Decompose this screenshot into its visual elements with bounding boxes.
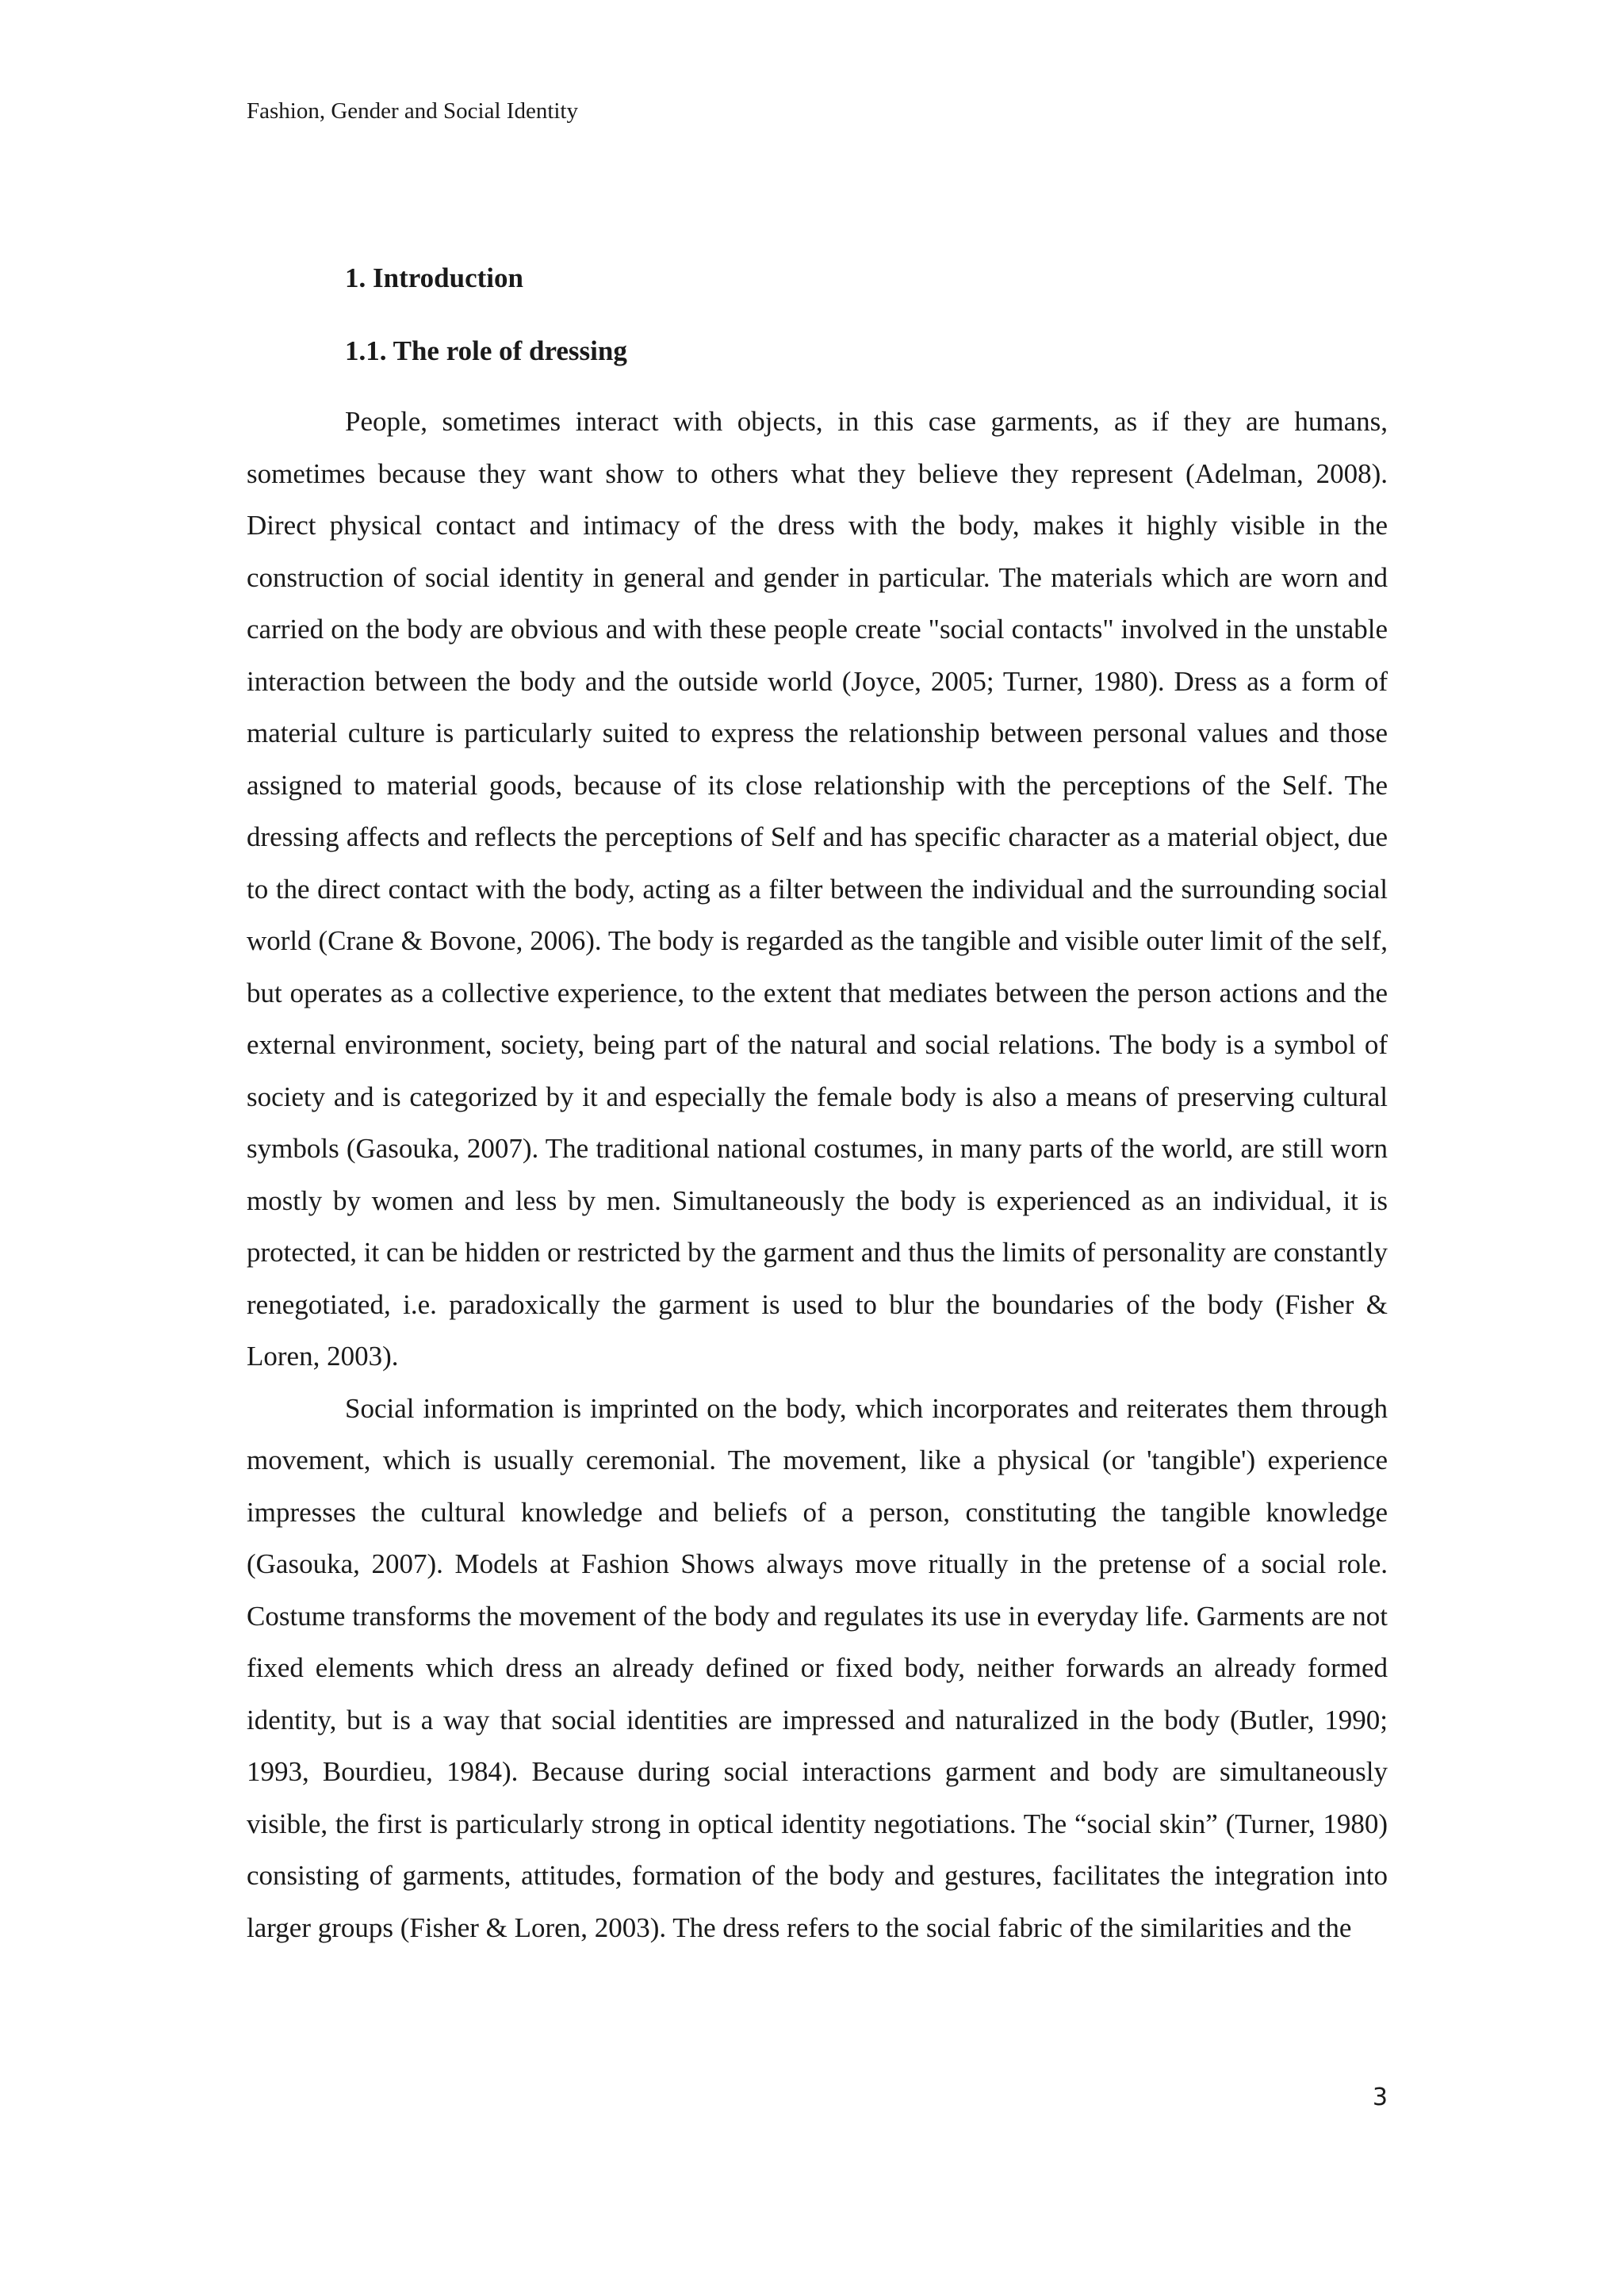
page-number: 3 xyxy=(1372,2084,1388,2111)
page-body xyxy=(247,259,1388,1954)
body-paragraph-1: People, sometimes interact with objects, in this case garments, as if they are humans, sometimes because they want show to others what they believe they represent (Adelman, 2008). Direct physical contact and intimacy of the dress with the body, makes it highly visible in the construction of social identity in general and gender in particular. The materials which are worn and carried on the body are obvious and with these people create "social contacts" involved in the unstable interaction between the body and the outside world (Joyce, 2005; Turner, 1980). Dress as a form of material culture is particularly suited to express the relationship between personal values and those assigned to material goods, because of its close relationship with the perceptions of the Self. The dressing affects and reflects the perceptions of Self and has specific character as a material object, due to the direct contact with the body, acting as a filter between the individual and the surrounding social world (Crane & Bovone, 2006). The body is regarded as the tangible and visible outer limit of the self, but operates as a collective experience, to the extent that mediates between the person actions and the external environment, society, being part of the natural and social relations. The body is a symbol of society and is categorized by it and especially the female body is also a means of preserving cultural symbols (Gasouka, 2007). The traditional national costumes, in many parts of the world, are still worn mostly by women and less by men. Simultaneously the body is experienced as an individual, it is protected, it can be hidden or restricted by the garment and thus the limits of personality are constantly renegotiated, i.e. paradoxically the garment is used to blur the boundaries of the body (Fisher & Loren, 2003). xyxy=(247,406,1388,1372)
body-paragraph-2: Social information is imprinted on the body, which incorporates and reiterates them through movement, which is usually ceremonial. The movement, like a physical (or 'tangible') experience impresses the cultural knowledge and beliefs of a person, constituting the tangible knowledge (Gasouka, 2007). Models at Fashion Shows always move ritually in the pretense of a social role. Costume transforms the movement of the body and regulates its use in everyday life. Garments are not fixed elements which dress an already defined or fixed body, neither forwards an already formed identity, but is a way that social identities are impressed and naturalized in the body (Butler, 1990; 1993, Bourdieu, 1984). Because during social interactions garment and body are simultaneously visible, the first is particularly strong in optical identity negotiations. The “social skin” (Turner, 1980) consisting of garments, attitudes, formation of the body and gestures, facilitates the integration into larger groups (Fisher & Loren, 2003). The dress refers to the social fabric of the similarities and the xyxy=(247,1392,1388,1943)
section-heading: 1. Introduction xyxy=(345,262,523,293)
running-header: Fashion, Gender and Social Identity xyxy=(247,98,578,124)
subsection-heading: 1.1. The role of dressing xyxy=(345,335,627,366)
